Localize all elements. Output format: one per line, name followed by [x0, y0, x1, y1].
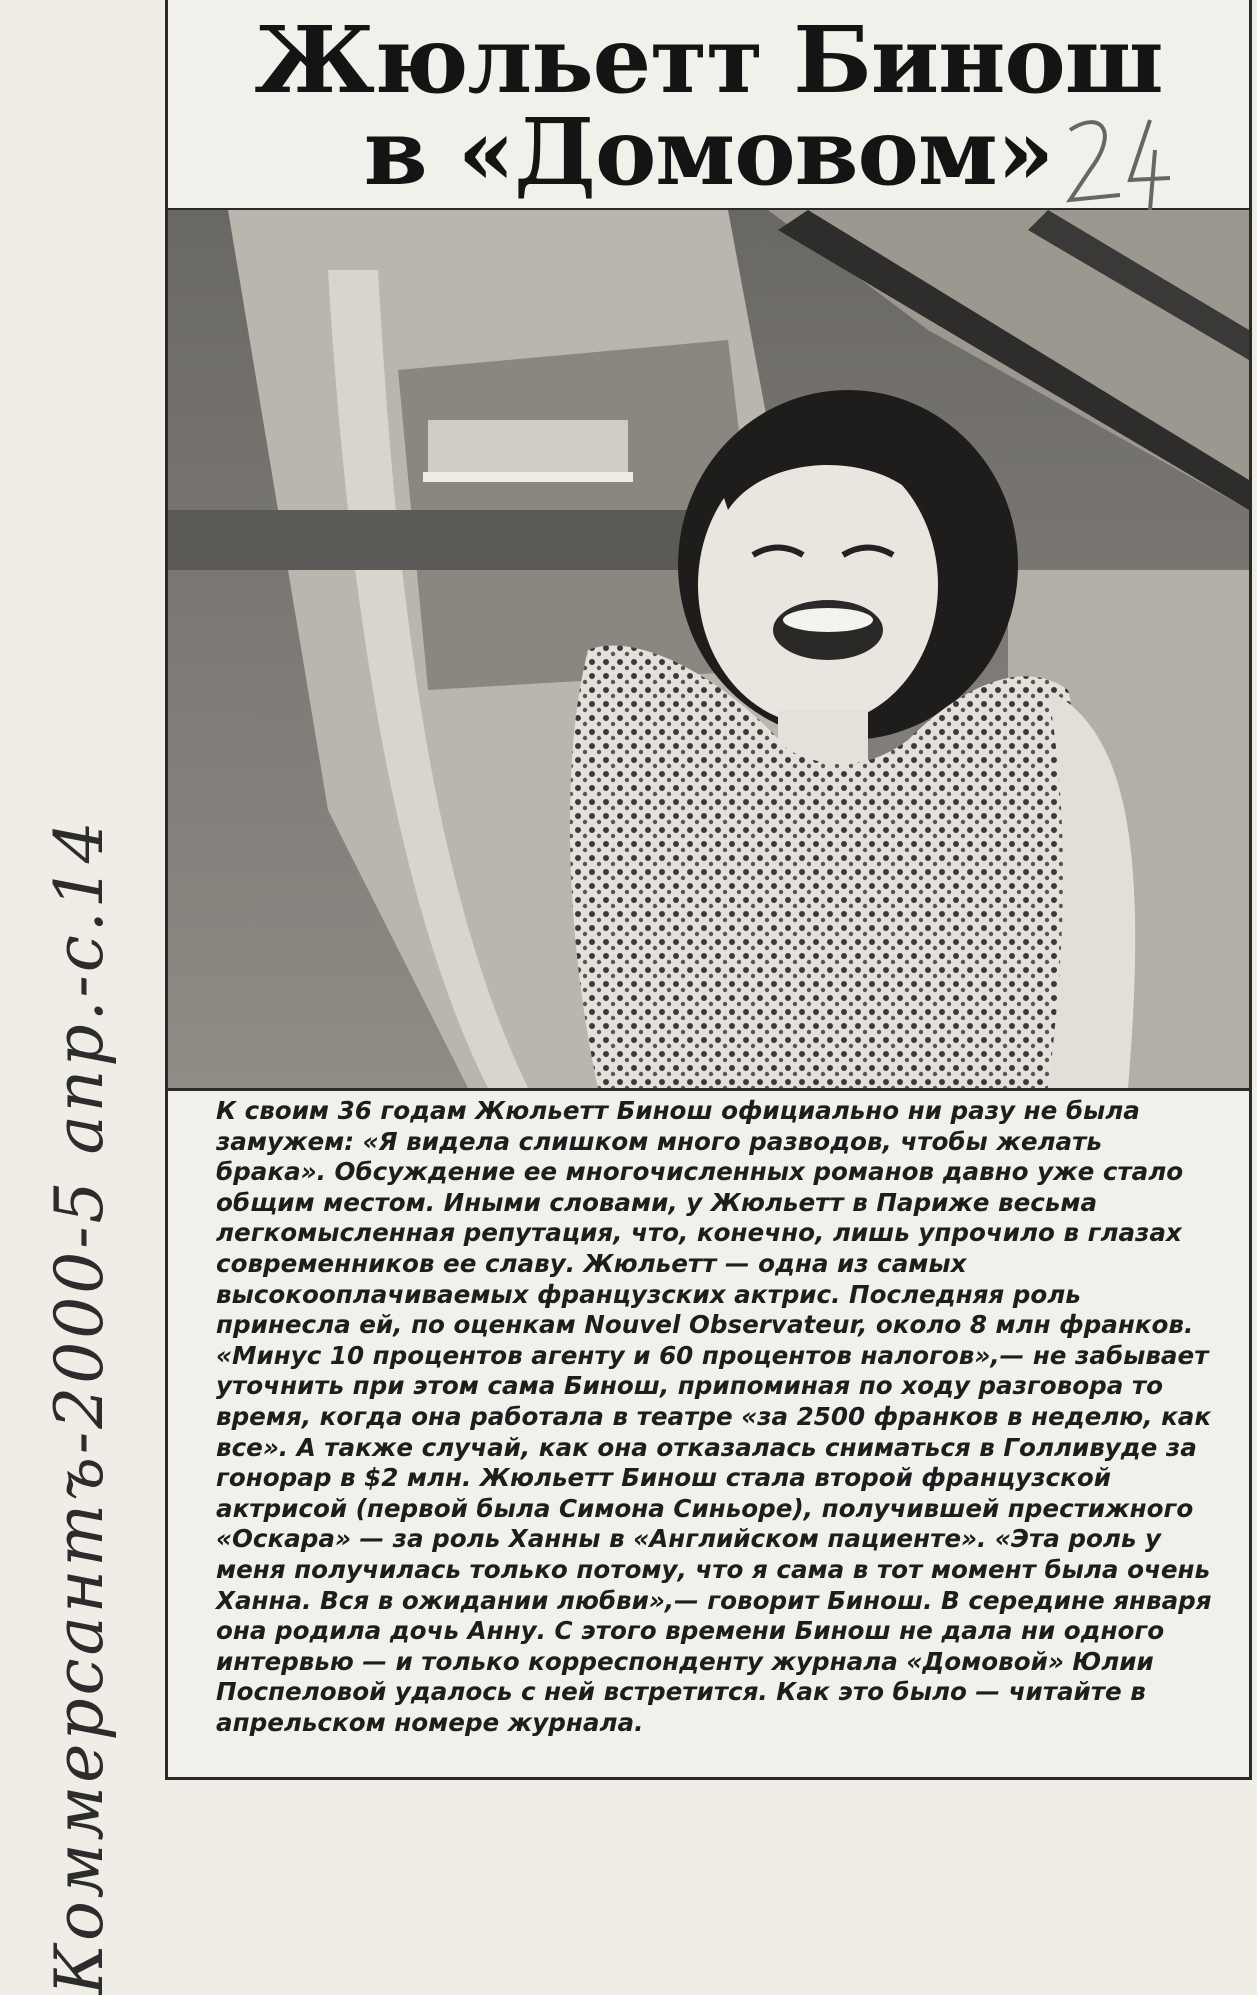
headline-line-1: Жюльетт Бинош — [254, 6, 1163, 114]
newspaper-clipping — [165, 0, 1252, 1780]
article-photo — [168, 210, 1249, 1091]
portrait-photo-icon — [168, 210, 1249, 1088]
handwritten-page-number-icon — [1060, 110, 1180, 220]
handwritten-source-note: Коммерсантъ-2000-5 апр.-с.14 — [41, 818, 118, 1995]
article-caption: К своим 36 годам Жюльетт Бинош официально ни разу не была замужем: «Я видела слишком много разводов, чтобы желать брака». Обсуждение ее многочисленных романов давно уже стало общим местом. Иными словами, у Жюльетт в Париже весьма легкомысленная репутация, что, конечно, лишь упрочило в глазах современников ее славу. Жюльетт — одна из самых высокооплачиваемых французских актрис. Последняя роль принесла ей, по оценкам Nouvel Observateur, около 8 млн франков. «Минус 10 процентов агенту и 60 процентов налогов»,— не забывает уточнить при этом сама Бинош, припоминая по ходу разговора то время, когда она работала в театре «за 2500 франков в неделю, как все». А также случай, как она отказалась сниматься в Голливуде за гонорар в $2 млн. Жюльетт Бинош стала второй французской актрисой (первой была Симона Синьоре), получившей престижного «Оскара» — за роль Ханны в «Английском пациенте». «Эта роль у меня получилась только потому, что я сама в тот момент была очень Ханна. Вся в ожидании любви»,— говорит Бинош. В середине января она родила дочь Анну. С этого времени Бинош не дала ни одного интервью — и только корреспонденту журнала «Домовой» Юлии Поспеловой удалось с ней встретится. Как это было — читайте в апрельском номере журнала. — [216, 1096, 1212, 1737]
headline-line-2: в «Домовом» — [363, 98, 1054, 206]
